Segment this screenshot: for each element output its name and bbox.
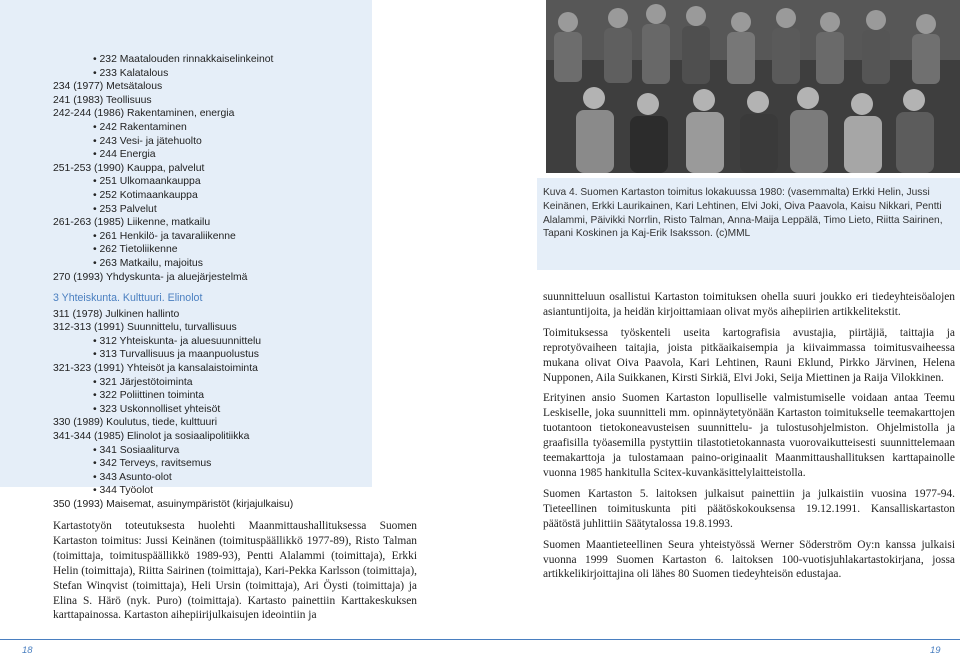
right-paragraph: Erityinen ansio Suomen Kartaston lopulliselle valmistumiselle voidaan antaa Teemu Leskiselle, joka suunnitteli mm. opinnäytetyönään Kartaston toimitukselle teemakarttojen tuotantoon tietokoneavusteisen suunnittelu- ja tulostusohjelmiston. Ohjelmistolla ja graafisilla työasemilla pystyttiin tilastotietokannasta vuorovaikutteisesti suunnittelemaan teemakarttoja ja tulostamaan paino-originaalit Maanmittaushallituksen karttapainolle vuonna 1985 hankitulla Scitex-kuvankäsittelylaitteistolla. bbox=[543, 392, 955, 479]
right-paragraph: Suomen Maantieteellinen Seura yhteistyössä Werner Söderström Oy:n kanssa julkaisi vuonna 1999 Suomen Kartaston 6. laitoksen 100-vuotisjuhlakartastokirjana, jossa artikkelikirjoittajina oli lähes 80 Suomen tiedeyhteisön edustajaa. bbox=[543, 538, 955, 581]
toc-list bbox=[53, 53, 293, 512]
toc-entry: 312-313 (1991) Suunnittelu, turvallisuus bbox=[53, 322, 237, 334]
right-body bbox=[543, 290, 955, 588]
toc-entry: • 321 Järjestötoiminta bbox=[93, 376, 193, 388]
toc-entry: 234 (1977) Metsätalous bbox=[53, 81, 163, 93]
toc-entry: • 253 Palvelut bbox=[93, 203, 157, 215]
toc-entry: • 243 Vesi- ja jätehuolto bbox=[93, 135, 202, 147]
toc-entry: 321-323 (1991) Yhteisöt ja kansalaistoiminta bbox=[53, 363, 258, 375]
toc-entry: • 343 Asunto-olot bbox=[93, 471, 172, 483]
toc-entry: • 252 Kotimaankauppa bbox=[93, 189, 198, 201]
toc-entry: 330 (1989) Koulutus, tiede, kulttuuri bbox=[53, 417, 218, 429]
right-paragraph: Suomen Kartaston 5. laitoksen julkaisut painettiin ja julkaistiin vuosina 1977-94. Tieteellinen toimituskunta piti päätöskokouksensa 19.12.1991. Kansalliskartaston päätöstä juhlittiin Säätytalossa 19.8.1993. bbox=[543, 487, 955, 530]
bottom-rule bbox=[480, 639, 960, 640]
toc-entry: • 322 Poliittinen toiminta bbox=[93, 390, 205, 402]
toc-entry: • 233 Kalatalous bbox=[93, 67, 169, 79]
left-paragraph: Kartastotyön toteutuksesta huolehti Maanmittaushallituksessa Suomen Kartaston toimitus: Jussi Keinänen (toimituspäällikkö 1977-89), Risto Talman (toimittaja, toimituspäällikkö 1989-93), Pentti Alalammi (toimittaja), Erkki Helin (toimittaja), Riitta Sairinen (toimittaja), Kari-Pekka Karlsson (toimittaja), Stefan Winqvist (toimittaja), Heli Ursin (toimittaja), Ari Öysti (toimittaja) ja Elina S. Härö (nyk. Puro) (toimittaja). Kartasto painettiin Karttakeskuksen karttapainossa. Kartaston aihepiirijulkaisujen ideointiin ja bbox=[53, 520, 417, 622]
page-number: 19 bbox=[930, 645, 941, 656]
toc-entry: 311 (1978) Julkinen hallinto bbox=[53, 308, 180, 320]
toc-entry: • 341 Sosiaaliturva bbox=[93, 444, 180, 456]
right-paragraph: suunnitteluun osallistui Kartaston toimituksen ohella suuri joukko eri tiedeyhteisöalojen asiantuntijoita, ja heidän kirjoittamiaan olivat myös aihepiirien artikkelitekstit. bbox=[543, 291, 955, 318]
toc-entry: • 312 Yhteiskunta- ja aluesuunnittelu bbox=[93, 335, 262, 347]
right-page bbox=[480, 0, 960, 657]
toc-entry: 350 (1993) Maisemat, asuinympäristöt (kirjajulkaisu) bbox=[53, 499, 294, 510]
toc-block-society bbox=[53, 308, 293, 512]
toc-entry: • 262 Tietoliikenne bbox=[93, 244, 178, 256]
toc-entry: 341-344 (1985) Elinolot ja sosiaalipolitiikka bbox=[53, 431, 250, 443]
toc-entry: 251-253 (1990) Kauppa, palvelut bbox=[53, 162, 205, 174]
toc-entry: 242-244 (1986) Rakentaminen, energia bbox=[53, 108, 235, 120]
toc-entry: • 242 Rakentaminen bbox=[93, 121, 187, 133]
section-heading: 3 Yhteiskunta. Kulttuuri. Elinolot bbox=[53, 292, 203, 305]
toc-entry: • 244 Energia bbox=[93, 149, 156, 161]
toc-entry: • 344 Työolot bbox=[93, 485, 154, 497]
toc-entry: • 313 Turvallisuus ja maanpuolustus bbox=[93, 349, 259, 361]
toc-entry: • 261 Henkilö- ja tavaraliikenne bbox=[93, 230, 236, 242]
toc-entry: • 263 Matkailu, majoitus bbox=[93, 257, 203, 269]
right-paragraph: Toimituksessa työskenteli useita kartografisia avustajia, piirtäjiä, taittajia ja reprotyövaiheen taitajia, joista pitkäaikaisempia ja kiivaimmassa toimitusvaiheessa mukana olivat Oiva Paavola, Kari Lehtinen, Rauni Eklund, Pirkko Järvinen, Helena Nupponen, Aila Suikkanen, Kirsti Sirkiä, Elvi Joki, Seija Miettinen ja Raija Vilokkinen. bbox=[543, 326, 955, 384]
photo-caption: Kuva 4. Suomen Kartaston toimitus lokakuussa 1980: (vasemmalta) Erkki Helin, Jussi Keinänen, Erkki Laurikainen, Kari Lehtinen, Elvi Joki, Oiva Paavola, Kaisu Nikkari, Pentti Alalammi, Päivikki Norrlin, Risto Talman, Anna-Maija Leppälä, Timo Lieto, Riitta Sairinen, Tapani Koskinen ja Kaj-Erik Isaksson. (c)MML bbox=[543, 187, 943, 240]
toc-entry: 241 (1983) Teollisuus bbox=[53, 94, 152, 106]
toc-entry: • 342 Terveys, ravitsemus bbox=[93, 458, 212, 470]
bottom-rule bbox=[0, 639, 480, 640]
toc-block-economy bbox=[53, 53, 293, 284]
page-number: 18 bbox=[22, 645, 33, 656]
toc-entry: • 251 Ulkomaankauppa bbox=[93, 176, 201, 188]
toc-entry: • 323 Uskonnolliset yhteisöt bbox=[93, 403, 221, 415]
toc-entry: • 232 Maatalouden rinnakkaiselinkeinot bbox=[93, 54, 274, 65]
toc-entry: 270 (1993) Yhdyskunta- ja aluejärjestelmä bbox=[53, 271, 248, 283]
group-photo-drawing bbox=[546, 0, 960, 173]
toc-entry: 261-263 (1985) Liikenne, matkailu bbox=[53, 217, 211, 229]
group-photo bbox=[546, 0, 960, 173]
